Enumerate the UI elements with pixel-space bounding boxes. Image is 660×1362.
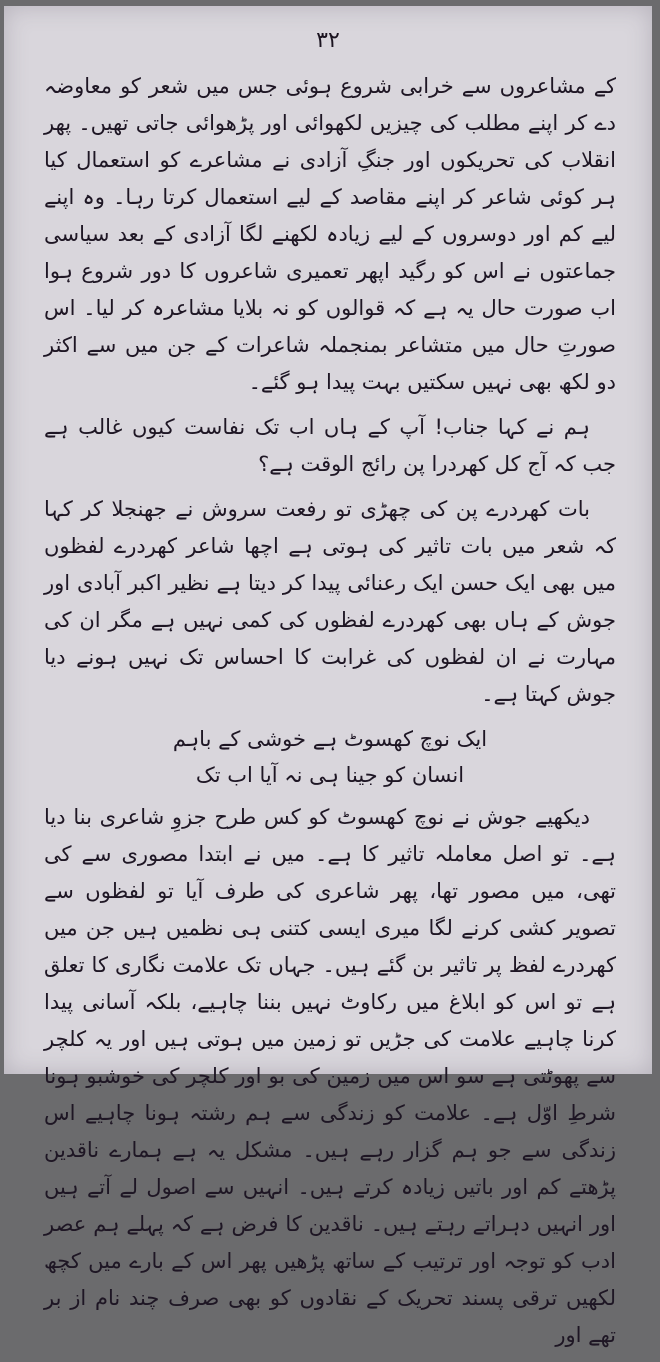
paragraph-1: کے مشاعروں سے خرابی شروع ہوئی جس میں شعر کو معاوضہ دے کر اپنے مطلب کی چیزیں لکھوائی اور پڑھوائی جاتی تھیں۔ پھر انقلاب کی تحریکوں اور جنگِ آزادی نے مشاعرے کو استعمال کیا ہر کوئی شاعر کر اپنے مقاصد کے لیے استعمال کرتا رہا۔ وہ اپنے لیے کم اور دوسروں کے لیے زیادہ لکھنے لگا آزادی کے بعد سیاسی جماعتوں نے اس کو رگید اپھر تعمیری شاعروں کا دور شروع ہوا اب صورت حال یہ ہے کہ قوالوں کو نہ بلایا مشاعرہ کر لیا۔ اس صورتِ حال میں متشاعر بمنجملہ شاعرات کے جن میں سے اکثر دو لکھ بھی نہیں سکتیں بہت پیدا ہو گئے۔ xyxy=(44,74,616,394)
paragraph-3: بات کھردرے پن کی چھڑی تو رفعت سروش نے جھنجلا کر کہا کہ شعر میں بات تاثیر کی ہوتی ہے اچھا شاعر کھردرے لفظوں میں بھی ایک حسن ایک رعنائی پیدا کر دیتا ہے نظیر اکبر آبادی اور جوش کے ہاں بھی کھردرے لفظوں کی کمی نہیں ہے مگر ان کی مہارت نے ان لفظوں کی غرابت کا احساس تک نہیں ہونے دیا جوش کہتا ہے۔ xyxy=(44,497,616,706)
page-text xyxy=(44,68,616,1362)
verse-line-2: انسان کو جینا ہی نہ آیا اب تک xyxy=(195,763,465,787)
verse-line-1: ایک نوچ کھسوٹ ہے خوشی کے باہم xyxy=(172,727,488,751)
paragraph-4: دیکھیے جوش نے نوچ کھسوٹ کو کس طرح جزوِ شاعری بنا دیا ہے۔ تو اصل معاملہ تاثیر کا ہے۔ میں نے ابتدا مصوری سے کی تھی، میں مصور تھا، پھر شاعری کی طرف آیا تو لفظوں سے تصویر کشی کرنے لگا میری ایسی کتنی ہی نظمیں ہیں جن میں کھردرے لفظ پر تاثیر بن گئے ہیں۔ جہاں تک علامت نگاری کا تعلق ہے تو اس کو ابلاغ میں رکاوٹ نہیں بننا چاہیے، بلکہ آسانی پیدا کرنا چاہیے علامت کی جڑیں تو زمین میں ہوتی ہیں اور یہ کلچر سے پھوٹتی ہے سو اس میں زمین کی بو اور کلچر کی خوشبو ہونا شرطِ اوّل ہے۔ علامت کو زندگی سے ہم رشتہ ہونا چاہیے اس زندگی سے جو ہم گزار رہے ہیں۔ مشکل یہ ہے ہمارے ناقدین پڑھتے کم اور باتیں زیادہ کرتے ہیں۔ انہیں سے اصول لے آتے ہیں اور انہیں دہراتے رہتے ہیں۔ ناقدین کا فرض ہے کہ پہلے ہم عصر ادب کو توجہ اور ترتیب کے ساتھ پڑھیں پھر اس کے بارے میں کچھ لکھیں ترقی پسند تحریک کے نقادوں کو بھی صرف چند نام از بر تھے اور xyxy=(44,805,616,1347)
page-number: ۳۲ xyxy=(316,28,340,53)
book-page xyxy=(4,6,652,1347)
paragraph-2: ہم نے کہا جناب! آپ کے ہاں اب تک نفاست کیوں غالب ہے جب کہ آج کل کھردرا پن رائج الوقت ہے؟ xyxy=(44,415,616,476)
verse-couplet xyxy=(44,721,616,793)
